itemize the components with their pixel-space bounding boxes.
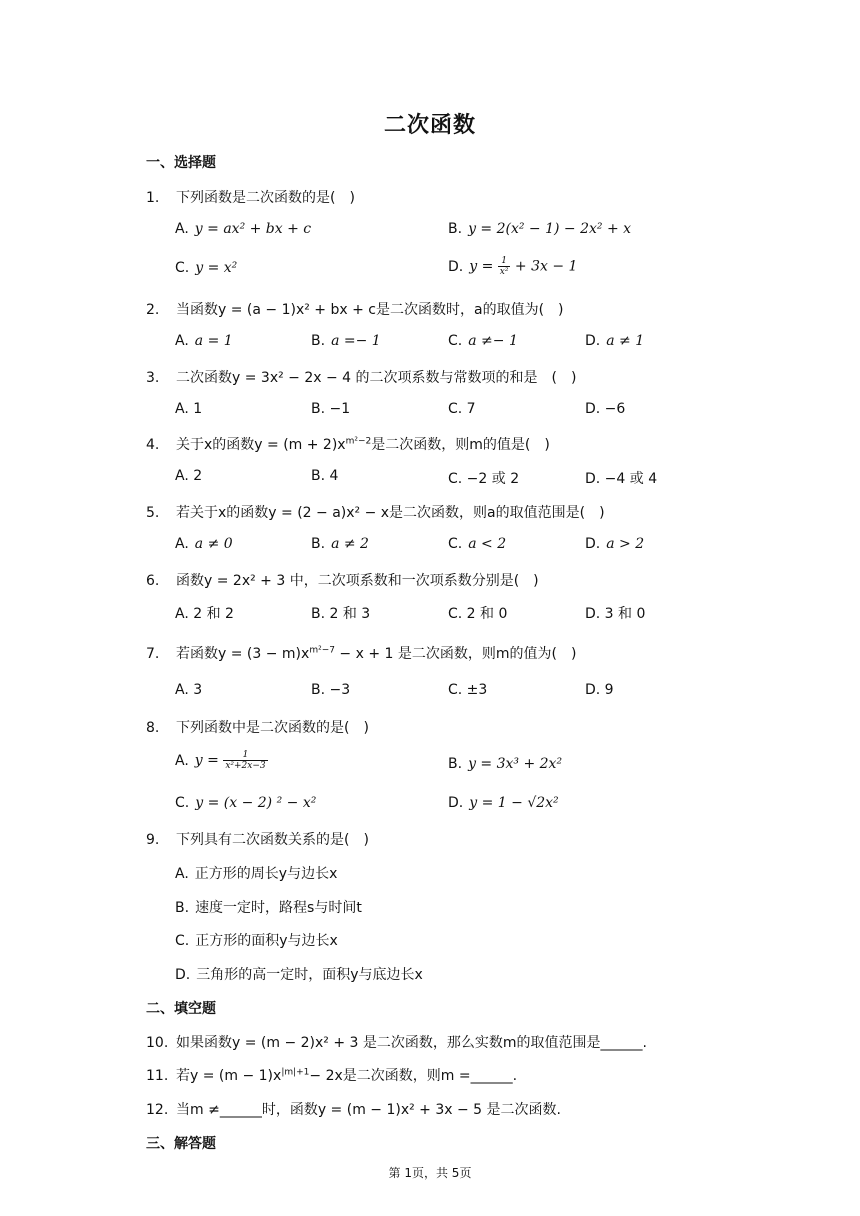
question-number: 10.	[146, 1035, 169, 1051]
q2-option-b: B. a =− 1	[311, 333, 381, 349]
q7-option-d: D. 9	[585, 682, 614, 698]
q6-option-d: D. 3 和 0	[585, 606, 646, 622]
question-stem: 若关于x的函数y = (2 − a)x² − x是二次函数，则a的取值范围是( )	[176, 505, 605, 521]
question-stem: 如果函数y = (m − 2)x² + 3 是二次函数，那么实数m的取值范围是______.	[176, 1035, 647, 1051]
question-4	[146, 434, 550, 454]
q8-option-c: C. y = (x − 2) ² − x²	[175, 795, 317, 811]
q9-option-b: B. 速度一定时，路程s与时间t	[175, 900, 362, 916]
q9-option-c: C. 正方形的面积y与边长x	[175, 933, 338, 949]
section-heading-fill: 二、填空题	[146, 1001, 216, 1017]
question-number: 9.	[146, 832, 160, 848]
question-stem: 下列具有二次函数关系的是( )	[176, 832, 369, 848]
question-number: 11.	[146, 1068, 169, 1084]
question-stem: 二次函数y = 3x² − 2x − 4 的二次项系数与常数项的和是 ( )	[176, 370, 577, 386]
q6-option-a: A. 2 和 2	[175, 606, 234, 622]
question-number: 2.	[146, 302, 160, 318]
question-10	[146, 1032, 647, 1052]
section-heading-answer: 三、解答题	[146, 1136, 216, 1152]
q2-option-c: C. a ≠− 1	[448, 333, 518, 349]
q1-option-d: D. y = $\frac{1}{\text{x²}}$ + 3x − 1	[448, 256, 578, 277]
fraction: $\frac{1}{\text{x²}}$	[499, 256, 509, 277]
q1-option-a: A. y = ax² + bx + c	[175, 221, 312, 237]
q8-option-b: B. y = 3x³ + 2x²	[448, 756, 563, 772]
question-number: 8.	[146, 720, 160, 736]
q3-option-b: B. −1	[311, 401, 351, 417]
q8-option-a: A. y = $\frac{1}{\text{x²+2x−3}}$	[175, 750, 266, 771]
q2-option-a: A. a = 1	[175, 333, 233, 349]
question-number: 6.	[146, 573, 160, 589]
page-footer: 第 1页，共 5页	[388, 1166, 472, 1180]
q6-option-c: C. 2 和 0	[448, 606, 508, 622]
question-stem: 若$y = (m - 1)x^{|m|+1}- 2x$是二次函数，则m =______.	[176, 1067, 518, 1084]
q6-option-b: B. 2 和 3	[311, 606, 371, 622]
q7-option-a: A. 3	[175, 682, 203, 698]
q9-option-a: A. 正方形的周长y与边长x	[175, 866, 338, 882]
page-title: 二次函数	[383, 113, 476, 138]
question-1	[146, 187, 355, 207]
question-12	[146, 1099, 561, 1119]
question-2	[146, 299, 564, 319]
question-number: 1.	[146, 190, 160, 206]
question-11	[146, 1065, 517, 1085]
q5-option-d: D. a > 2	[585, 536, 645, 552]
question-8	[146, 717, 369, 737]
question-number: 12.	[146, 1102, 169, 1118]
q7-option-b: B. −3	[311, 682, 351, 698]
question-stem: 函数y = 2x² + 3 中，二次项系数和一次项系数分别是( )	[176, 573, 539, 589]
q4-option-a: A. 2	[175, 468, 203, 484]
question-7	[146, 643, 576, 663]
question-number: 7.	[146, 646, 160, 662]
question-3	[146, 367, 576, 387]
question-number: 3.	[146, 370, 160, 386]
q4-option-c: C. −2 或 2	[448, 471, 520, 487]
q9-option-d: D. 三角形的高一定时，面积y与底边长x	[175, 967, 423, 983]
q3-option-a: A. 1	[175, 401, 203, 417]
q1-option-b: B. y = 2(x² − 1) − 2x² + x	[448, 221, 632, 237]
q5-option-a: A. a ≠ 0	[175, 536, 233, 552]
q5-option-c: C. a < 2	[448, 536, 507, 552]
q1-option-c: C. y = x²	[175, 260, 238, 276]
q8-option-d: D. y = 1 − √2x²	[448, 795, 559, 811]
q7-option-c: C. ±3	[448, 682, 488, 698]
question-stem: 当函数y = (a − 1)x² + bx + c是二次函数时，a的取值为( )	[176, 302, 564, 318]
q5-option-b: B. a ≠ 2	[311, 536, 369, 552]
question-stem: 下列函数中是二次函数的是( )	[176, 720, 369, 736]
question-stem: 若函数$y = (3 - m)x^{m^2-7} - x + 1$ 是二次函数，则m的值为( )	[176, 645, 577, 662]
q3-option-d: D. −6	[585, 401, 626, 417]
question-number: 5.	[146, 505, 160, 521]
question-stem: 当m ≠______时，函数y = (m − 1)x² + 3x − 5 是二次函数.	[176, 1102, 561, 1118]
q4-option-d: D. −4 或 4	[585, 471, 658, 487]
question-6	[146, 570, 539, 590]
question-number: 4.	[146, 437, 160, 453]
q3-option-c: C. 7	[448, 401, 476, 417]
question-stem: 关于x的函数$y = (m + 2)x^{m^2-2}$是二次函数，则m的值是( )	[176, 436, 550, 453]
question-5	[146, 502, 605, 522]
question-9	[146, 829, 369, 849]
question-stem: 下列函数是二次函数的是( )	[176, 190, 355, 206]
fraction: $\frac{1}{\text{x²+2x−3}}$	[225, 750, 266, 771]
section-heading-choice: 一、选择题	[146, 155, 216, 171]
q2-option-d: D. a ≠ 1	[585, 333, 645, 349]
q4-option-b: B. 4	[311, 468, 339, 484]
